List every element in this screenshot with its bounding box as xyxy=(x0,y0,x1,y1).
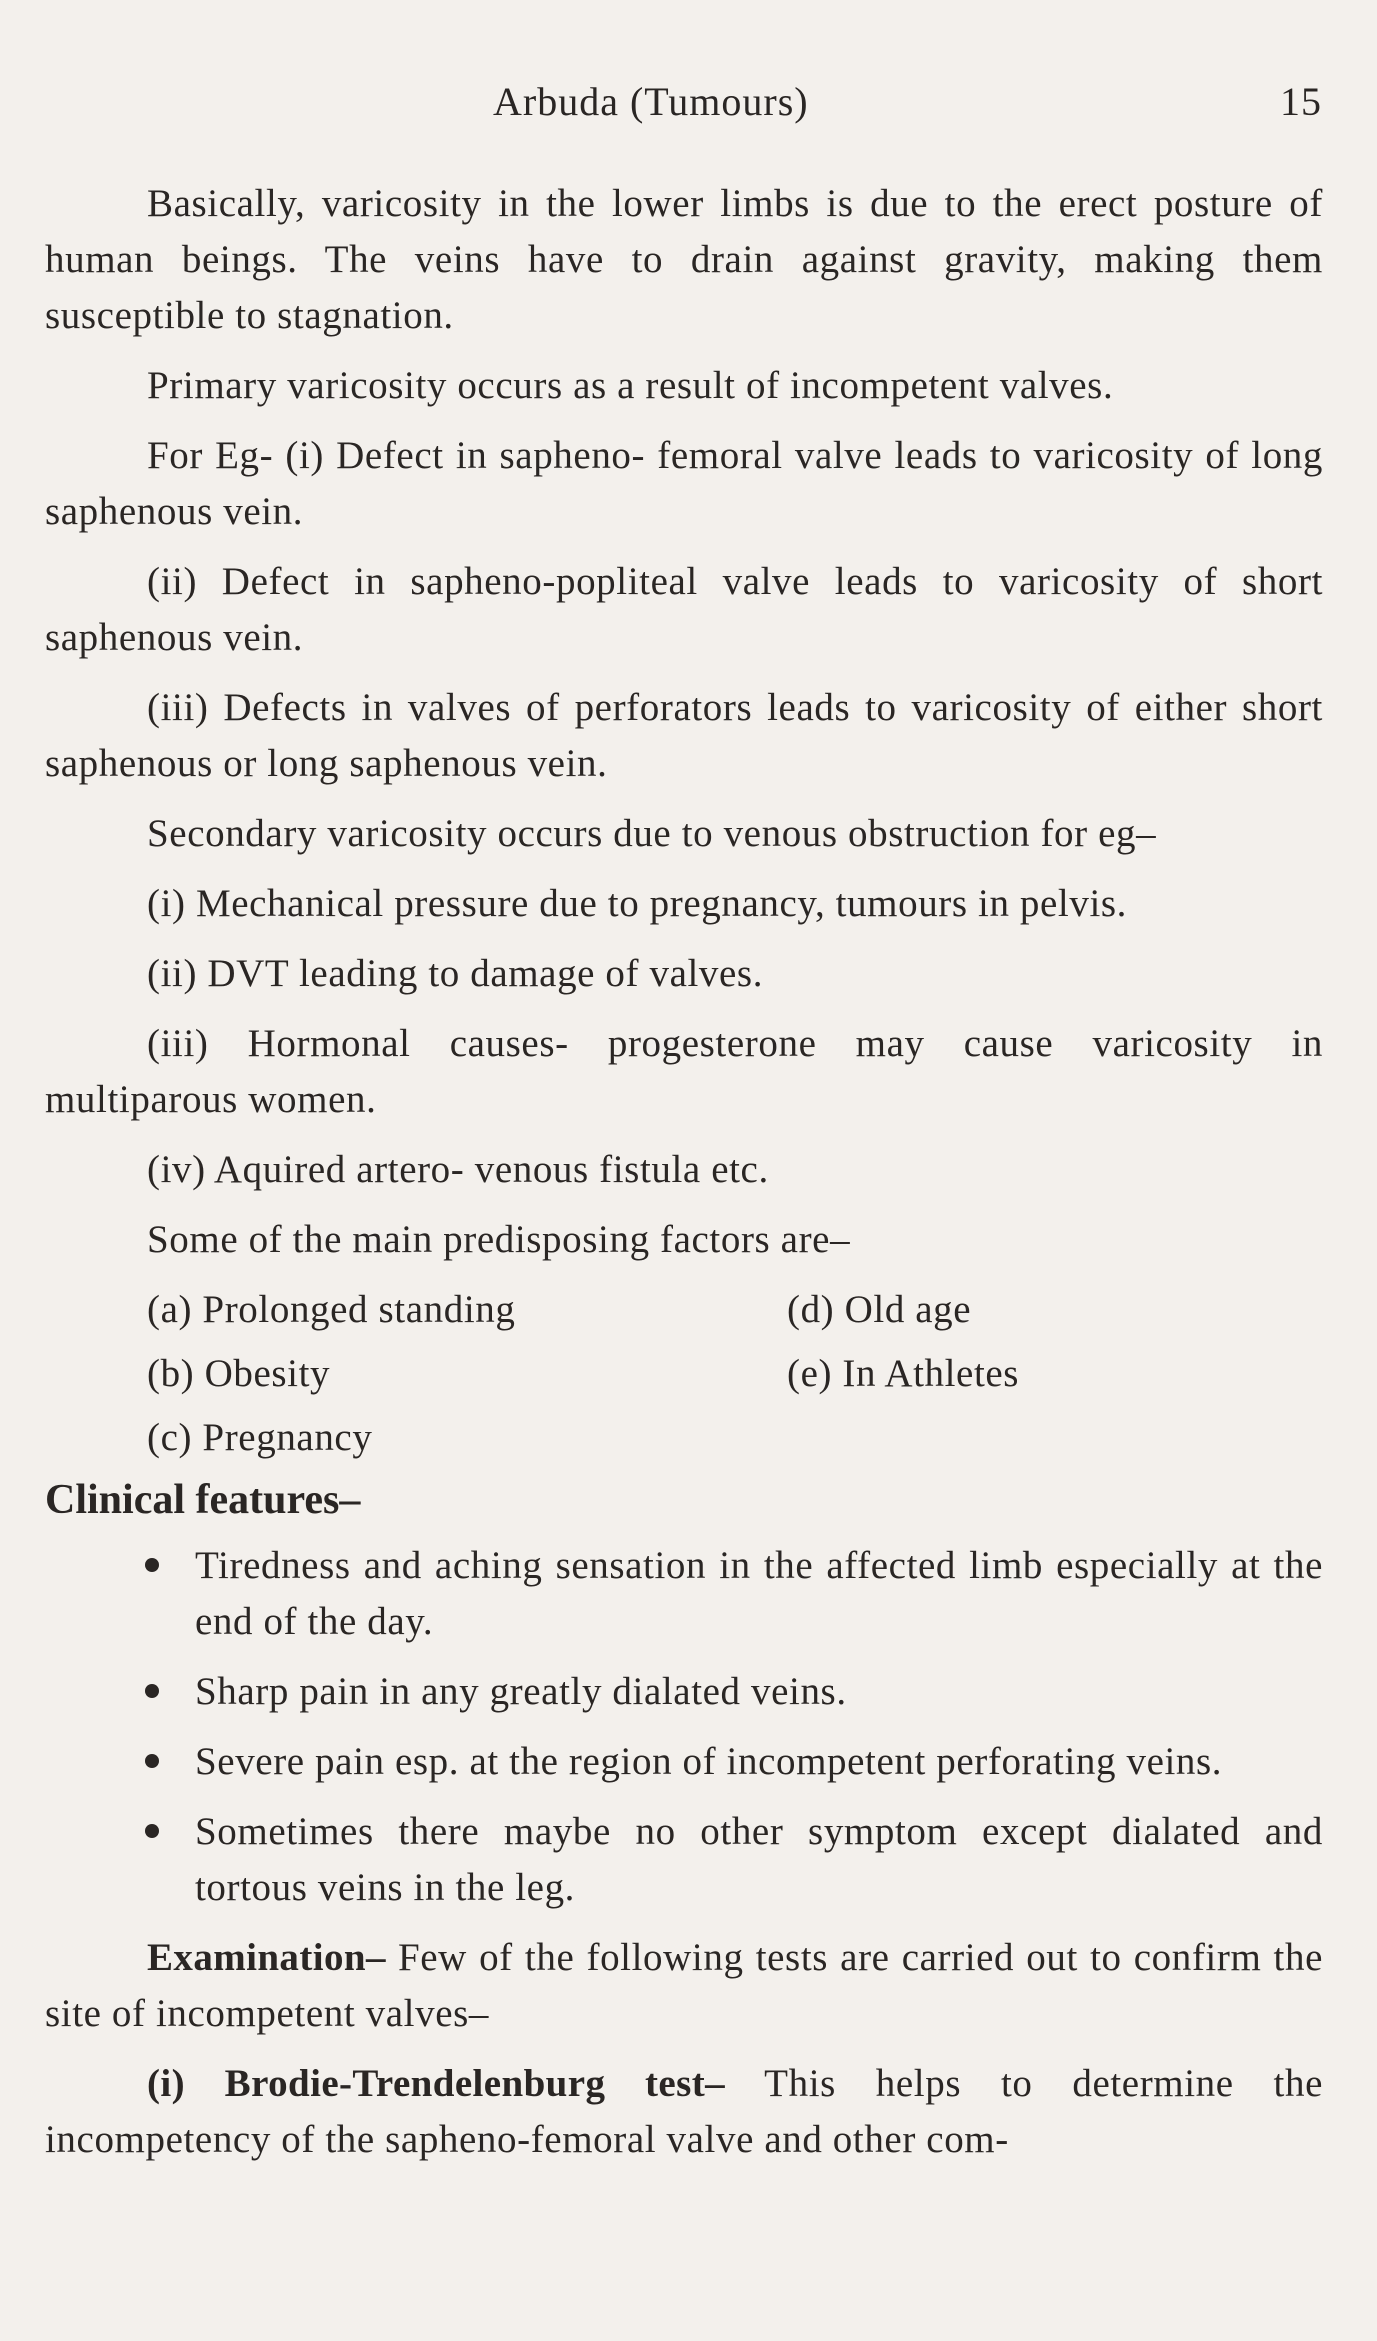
factor-item: (e) In Athletes xyxy=(787,1352,1020,1395)
clinical-feature-text: Sharp pain in any greatly dialated veins. xyxy=(195,1670,847,1713)
bullet-icon xyxy=(145,1558,159,1572)
clinical-feature-item xyxy=(45,1664,1323,1720)
running-header xyxy=(0,78,1377,128)
page-number: 15 xyxy=(1280,79,1322,124)
paragraph-example-iii: (iii) Defects in valves of perforators leads to varicosity of either short saphenous or long saphenous vein. xyxy=(45,686,1323,785)
factor-item: (c) Pregnancy xyxy=(147,1416,373,1459)
paragraph-brodie-test xyxy=(45,2056,1323,2168)
secondary-cause-item: (iii) Hormonal causes- progesterone may cause varicosity in multiparous women. xyxy=(45,1022,1323,1121)
clinical-feature-text: Tiredness and aching sensation in the affected limb especially at the end of the day. xyxy=(195,1544,1323,1643)
predisposing-factors-list xyxy=(45,1282,1323,1466)
brodie-test-text: This helps to determine the incompetency of the sapheno-femoral valve and other com- xyxy=(45,2062,1323,2161)
bullet-icon xyxy=(145,1754,159,1768)
clinical-feature-item xyxy=(45,1734,1323,1790)
paragraph-example-ii: (ii) Defect in sapheno-popliteal valve leads to varicosity of short saphenous vein. xyxy=(45,560,1323,659)
clinical-features-heading: Clinical features– xyxy=(45,1477,361,1523)
clinical-feature-item xyxy=(45,1804,1323,1916)
paragraph-secondary-varicosity: Secondary varicosity occurs due to venous obstruction for eg– xyxy=(147,812,1157,855)
bullet-icon xyxy=(145,1684,159,1698)
factor-item: (a) Prolonged standing xyxy=(147,1288,516,1331)
examination-text: Few of the following tests are carried out to confirm the site of incompetent valves– xyxy=(45,1936,1323,2035)
clinical-feature-text: Severe pain esp. at the region of incompetent perforating veins. xyxy=(195,1740,1223,1783)
page-body xyxy=(45,176,1323,2182)
examination-heading: Examination– xyxy=(147,1936,386,1979)
paragraph-varicosity-cause: Basically, varicosity in the lower limbs is due to the erect posture of human beings. The veins have to drain against gravity, making them susceptible to stagnation. xyxy=(45,182,1323,337)
factor-item: (d) Old age xyxy=(787,1288,972,1331)
factor-item: (b) Obesity xyxy=(147,1352,331,1395)
clinical-features-list xyxy=(45,1538,1323,1916)
secondary-cause-item: (iv) Aquired artero- venous fistula etc. xyxy=(147,1148,769,1191)
paragraph-examination xyxy=(45,1930,1323,2042)
clinical-feature-item xyxy=(45,1538,1323,1650)
paragraph-primary-varicosity: Primary varicosity occurs as a result of incompetent valves. xyxy=(147,364,1114,407)
secondary-cause-item: (ii) DVT leading to damage of valves. xyxy=(147,952,764,995)
running-title: Arbuda (Tumours) xyxy=(493,79,809,124)
secondary-cause-item: (i) Mechanical pressure due to pregnancy, tumours in pelvis. xyxy=(147,882,1128,925)
brodie-test-heading: (i) Brodie-Trendelenburg test– xyxy=(147,2062,725,2105)
bullet-icon xyxy=(145,1824,159,1838)
paragraph-predisposing-factors: Some of the main predisposing factors are– xyxy=(147,1218,851,1261)
clinical-feature-text: Sometimes there maybe no other symptom except dialated and tortous veins in the leg. xyxy=(195,1810,1323,1909)
paragraph-example-i: For Eg- (i) Defect in sapheno- femoral valve leads to varicosity of long saphenous vein. xyxy=(45,434,1323,533)
